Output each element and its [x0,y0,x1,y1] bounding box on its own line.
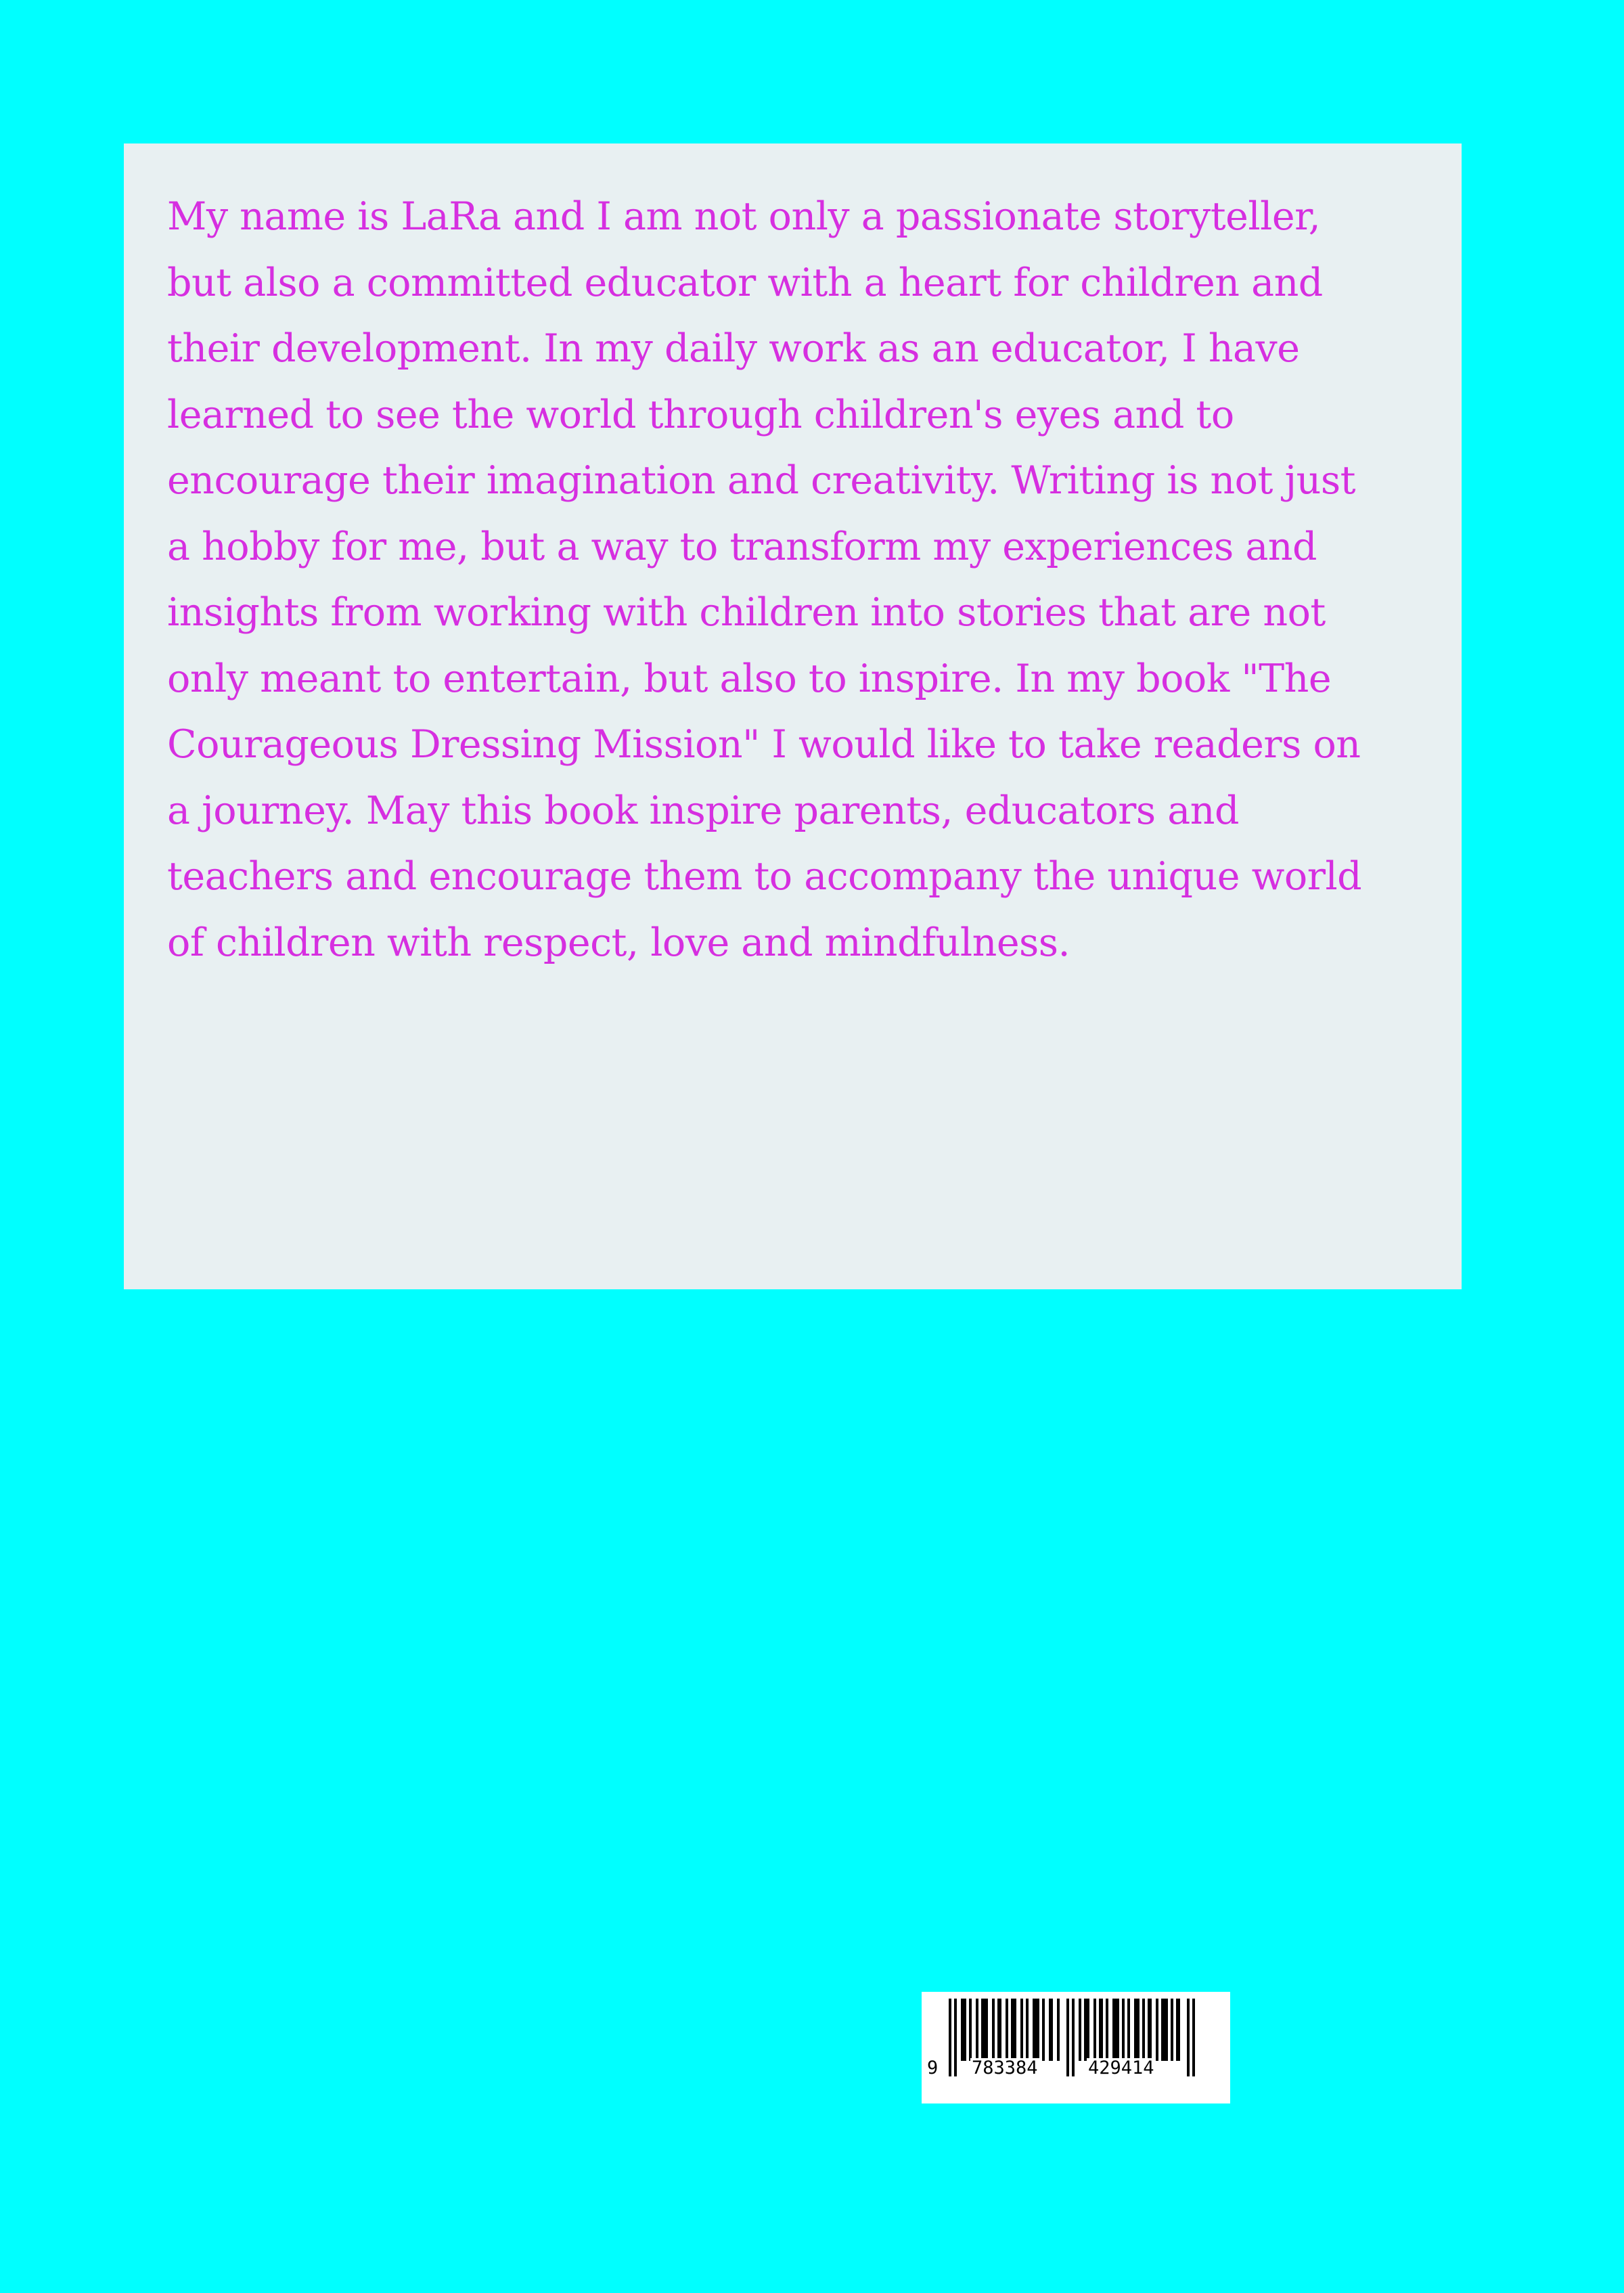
blurb-line: Courageous Dressing Mission" I would like to take readers on [167,722,1361,767]
isbn-barcode [922,1992,1230,2103]
blurb-line: insights from working with children into stories that are not [167,590,1326,635]
blurb-line: but also a committed educator with a heart for children and [167,260,1323,305]
blurb-line: a hobby for me, but a way to transform my experiences and [167,524,1317,569]
barcode-right-digits: 429414 [1088,2057,1154,2078]
blurb-line: teachers and encourage them to accompany the unique world [167,854,1362,899]
barcode-left-digits: 783384 [972,2057,1038,2078]
blurb-line: encourage their imagination and creativity. Writing is not just [167,458,1356,503]
blurb-line: learned to see the world through children's eyes and to [167,392,1234,437]
blurb-line: My name is LaRa and I am not only a passionate storyteller, [167,194,1321,239]
author-blurb [167,184,1401,976]
blurb-line: their development. In my daily work as an educator, I have [167,326,1300,371]
blurb-line: a journey. May this book inspire parents, educators and [167,788,1239,833]
barcode-first-digit: 9 [927,2057,939,2078]
back-cover-text-panel [124,143,1462,1289]
blurb-line: only meant to entertain, but also to inspire. In my book "The [167,656,1332,701]
blurb-line: of children with respect, love and mindfulness. [167,920,1070,965]
